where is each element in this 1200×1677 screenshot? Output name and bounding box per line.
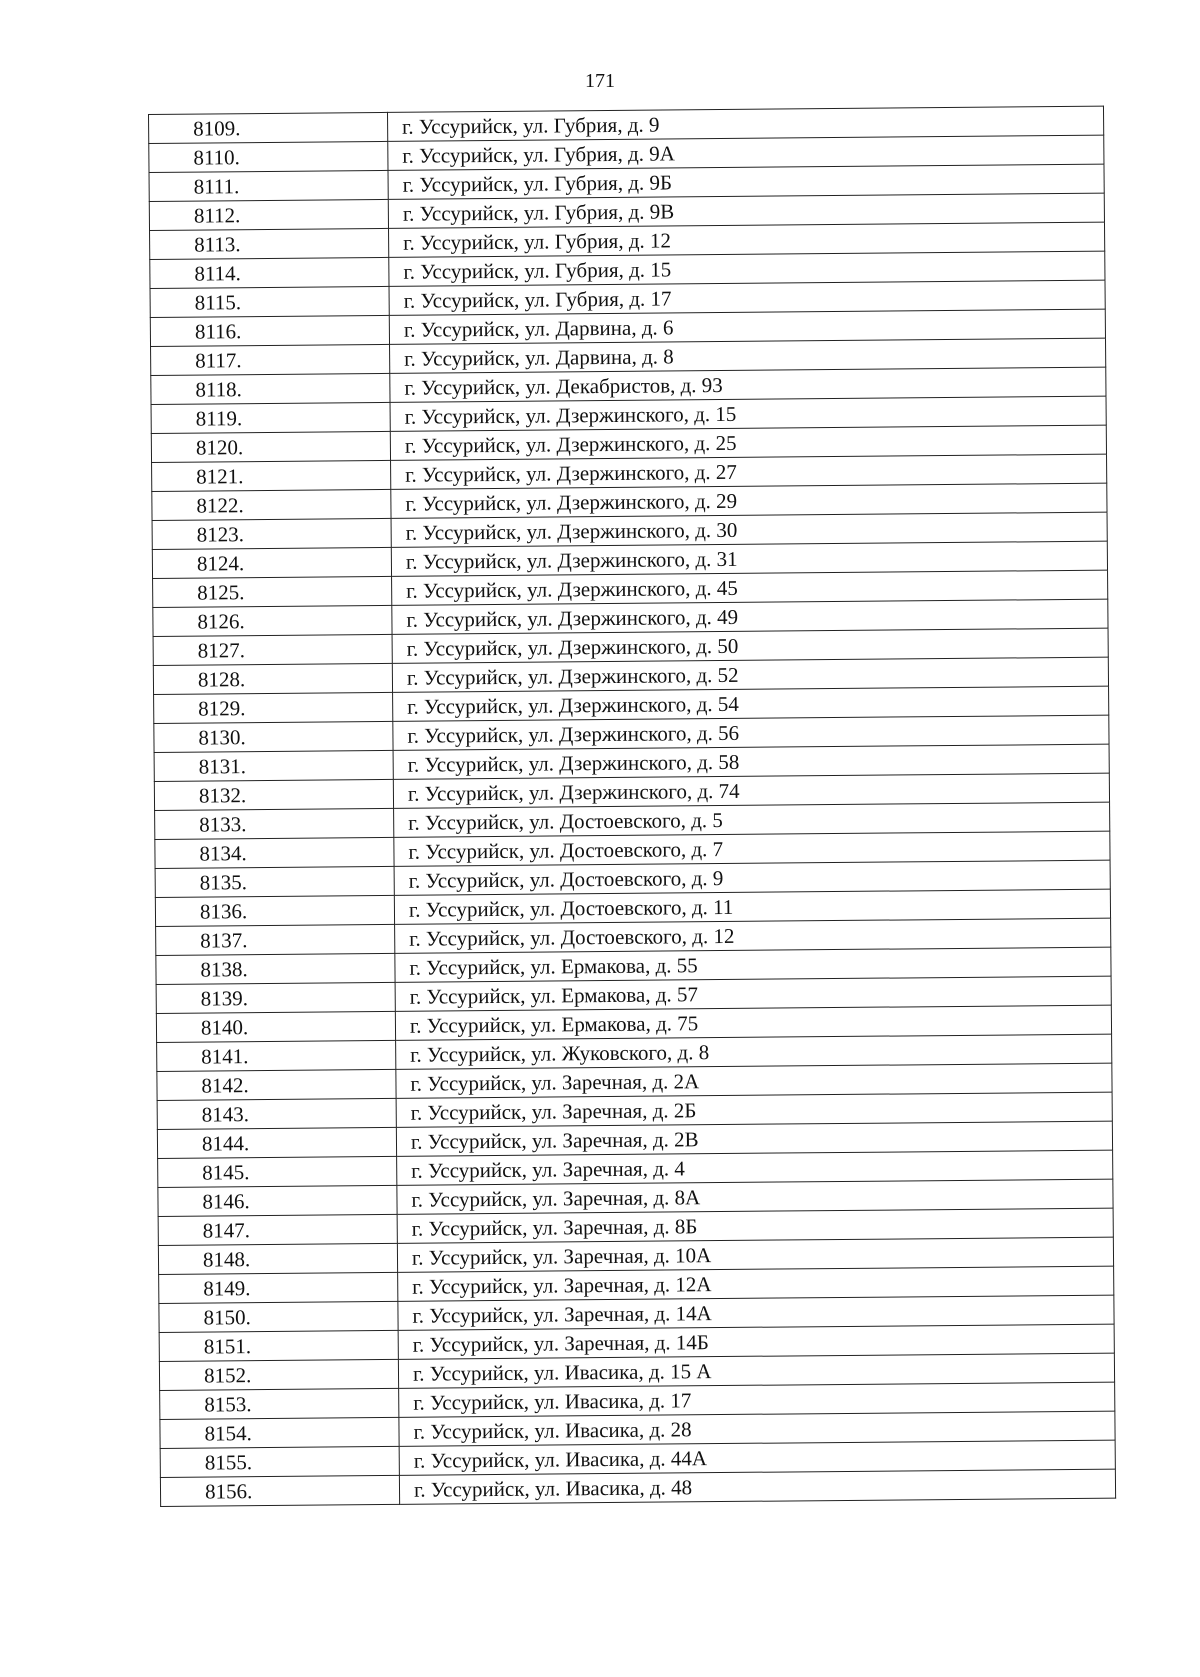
row-address: г. Уссурийск, ул. Заречная, д. 2В	[396, 1121, 1112, 1156]
row-address: г. Уссурийск, ул. Дзержинского, д. 29	[391, 483, 1107, 518]
row-number: 8122.	[152, 489, 391, 520]
row-number: 8111.	[149, 170, 388, 201]
row-number: 8113.	[150, 228, 389, 259]
row-address: г. Уссурийск, ул. Заречная, д. 14А	[398, 1295, 1114, 1330]
row-number: 8146.	[158, 1185, 397, 1216]
row-address: г. Уссурийск, ул. Ермакова, д. 57	[395, 976, 1111, 1011]
row-address: г. Уссурийск, ул. Ивасика, д. 48	[399, 1469, 1115, 1504]
row-number: 8135.	[155, 866, 394, 897]
row-number: 8152.	[159, 1359, 398, 1390]
row-address: г. Уссурийск, ул. Дзержинского, д. 74	[393, 773, 1109, 808]
row-address: г. Уссурийск, ул. Губрия, д. 9А	[388, 135, 1104, 170]
row-number: 8131.	[154, 750, 393, 781]
row-address: г. Уссурийск, ул. Заречная, д. 4	[397, 1150, 1113, 1185]
row-address: г. Уссурийск, ул. Жуковского, д. 8	[396, 1034, 1112, 1069]
row-address: г. Уссурийск, ул. Ермакова, д. 55	[395, 947, 1111, 982]
row-address: г. Уссурийск, ул. Заречная, д. 2А	[396, 1063, 1112, 1098]
row-address: г. Уссурийск, ул. Дзержинского, д. 58	[393, 744, 1109, 779]
row-address: г. Уссурийск, ул. Губрия, д. 9В	[388, 193, 1104, 228]
row-address: г. Уссурийск, ул. Дзержинского, д. 27	[391, 454, 1107, 489]
row-address: г. Уссурийск, ул. Заречная, д. 2Б	[396, 1092, 1112, 1127]
row-number: 8140.	[156, 1011, 395, 1042]
row-address: г. Уссурийск, ул. Дзержинского, д. 49	[392, 599, 1108, 634]
row-number: 8132.	[154, 779, 393, 810]
row-number: 8117.	[151, 344, 390, 375]
row-number: 8130.	[154, 721, 393, 752]
row-number: 8116.	[150, 315, 389, 346]
row-address: г. Уссурийск, ул. Дзержинского, д. 54	[393, 686, 1109, 721]
row-number: 8119.	[151, 402, 390, 433]
row-number: 8137.	[156, 924, 395, 955]
row-number: 8133.	[155, 808, 394, 839]
row-address: г. Уссурийск, ул. Заречная, д. 10А	[397, 1237, 1113, 1272]
row-number: 8144.	[157, 1127, 396, 1158]
row-address: г. Уссурийск, ул. Декабристов, д. 93	[390, 367, 1106, 402]
row-number: 8134.	[155, 837, 394, 868]
row-address: г. Уссурийск, ул. Дзержинского, д. 50	[392, 628, 1108, 663]
row-address: г. Уссурийск, ул. Губрия, д. 17	[389, 280, 1105, 315]
row-number: 8114.	[150, 257, 389, 288]
row-number: 8156.	[160, 1475, 399, 1506]
row-address: г. Уссурийск, ул. Ермакова, д. 75	[395, 1005, 1111, 1040]
row-address: г. Уссурийск, ул. Губрия, д. 15	[389, 251, 1105, 286]
row-number: 8126.	[153, 605, 392, 636]
row-address: г. Уссурийск, ул. Дзержинского, д. 25	[390, 425, 1106, 460]
row-address: г. Уссурийск, ул. Дзержинского, д. 45	[392, 570, 1108, 605]
row-address: г. Уссурийск, ул. Ивасика, д. 15 А	[398, 1353, 1114, 1388]
row-number: 8118.	[151, 373, 390, 404]
row-number: 8153.	[160, 1388, 399, 1419]
row-number: 8151.	[159, 1330, 398, 1361]
row-address: г. Уссурийск, ул. Дзержинского, д. 15	[390, 396, 1106, 431]
row-address: г. Уссурийск, ул. Дзержинского, д. 56	[393, 715, 1109, 750]
row-number: 8148.	[158, 1243, 397, 1274]
row-address: г. Уссурийск, ул. Дзержинского, д. 30	[391, 512, 1107, 547]
row-address: г. Уссурийск, ул. Достоевского, д. 12	[395, 918, 1111, 953]
row-number: 8109.	[149, 112, 388, 143]
row-number: 8138.	[156, 953, 395, 984]
row-address: г. Уссурийск, ул. Дарвина, д. 6	[389, 309, 1105, 344]
row-address: г. Уссурийск, ул. Дарвина, д. 8	[390, 338, 1106, 373]
row-number: 8150.	[159, 1301, 398, 1332]
row-number: 8123.	[152, 518, 391, 549]
row-number: 8149.	[159, 1272, 398, 1303]
row-number: 8115.	[150, 286, 389, 317]
address-table-body	[149, 106, 1116, 1506]
row-address: г. Уссурийск, ул. Достоевского, д. 9	[394, 860, 1110, 895]
row-address: г. Уссурийск, ул. Заречная, д. 8Б	[397, 1208, 1113, 1243]
row-number: 8142.	[157, 1069, 396, 1100]
row-number: 8127.	[153, 634, 392, 665]
address-table	[148, 106, 1116, 1507]
row-address: г. Уссурийск, ул. Губрия, д. 9Б	[388, 164, 1104, 199]
row-number: 8129.	[154, 692, 393, 723]
row-address: г. Уссурийск, ул. Губрия, д. 12	[389, 222, 1105, 257]
row-number: 8147.	[158, 1214, 397, 1245]
row-address: г. Уссурийск, ул. Заречная, д. 14Б	[398, 1324, 1114, 1359]
row-number: 8141.	[157, 1040, 396, 1071]
row-address: г. Уссурийск, ул. Заречная, д. 8А	[397, 1179, 1113, 1214]
row-address: г. Уссурийск, ул. Губрия, д. 9	[387, 106, 1103, 141]
row-number: 8128.	[153, 663, 392, 694]
row-number: 8125.	[153, 576, 392, 607]
row-number: 8145.	[158, 1156, 397, 1187]
row-number: 8143.	[157, 1098, 396, 1129]
row-number: 8121.	[152, 460, 391, 491]
row-number: 8110.	[149, 141, 388, 172]
row-number: 8139.	[156, 982, 395, 1013]
row-number: 8155.	[160, 1446, 399, 1477]
row-address: г. Уссурийск, ул. Достоевского, д. 11	[394, 889, 1110, 924]
row-number: 8124.	[152, 547, 391, 578]
row-number: 8154.	[160, 1417, 399, 1448]
row-address: г. Уссурийск, ул. Достоевского, д. 7	[394, 831, 1110, 866]
row-address: г. Уссурийск, ул. Ивасика, д. 44А	[399, 1440, 1115, 1475]
row-number: 8120.	[151, 431, 390, 462]
row-number: 8112.	[149, 199, 388, 230]
row-address: г. Уссурийск, ул. Ивасика, д. 28	[399, 1411, 1115, 1446]
row-number: 8136.	[155, 895, 394, 926]
page-number: 171	[585, 70, 615, 92]
row-address: г. Уссурийск, ул. Ивасика, д. 17	[399, 1382, 1115, 1417]
row-address: г. Уссурийск, ул. Дзержинского, д. 31	[391, 541, 1107, 576]
row-address: г. Уссурийск, ул. Дзержинского, д. 52	[392, 657, 1108, 692]
row-address: г. Уссурийск, ул. Достоевского, д. 5	[394, 802, 1110, 837]
row-address: г. Уссурийск, ул. Заречная, д. 12А	[398, 1266, 1114, 1301]
